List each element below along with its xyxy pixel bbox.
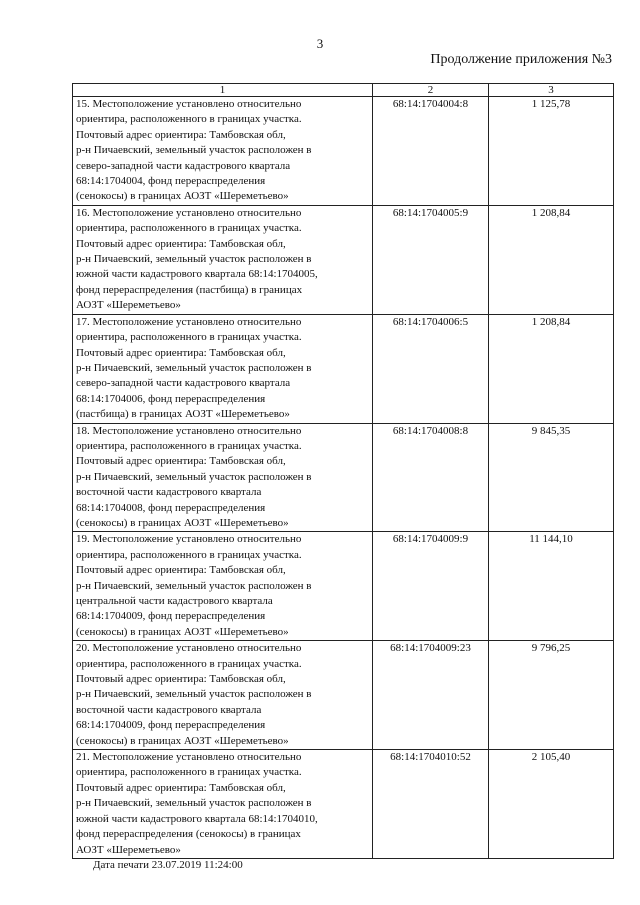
plot-area: 1 125,78 — [489, 97, 614, 206]
table-row — [73, 423, 614, 532]
plot-area: 2 105,40 — [489, 750, 614, 859]
table-row — [73, 750, 614, 859]
cadastral-number: 68:14:1704009:9 — [373, 532, 489, 641]
table-row — [73, 97, 614, 206]
table-row — [73, 641, 614, 750]
cadastral-number: 68:14:1704004:8 — [373, 97, 489, 206]
table-row — [73, 205, 614, 314]
plot-area: 11 144,10 — [489, 532, 614, 641]
cadastral-number: 68:14:1704005:9 — [373, 205, 489, 314]
plot-area: 1 208,84 — [489, 314, 614, 423]
cadastral-number: 68:14:1704010:52 — [373, 750, 489, 859]
page-number: 3 — [316, 36, 324, 51]
plot-area: 9 845,35 — [489, 423, 614, 532]
plot-area: 9 796,25 — [489, 641, 614, 750]
column-header-1: 1 — [73, 84, 373, 97]
plot-description: 21. Местоположение установлено относительно ориентира, расположенного в границах участка. Почтовый адрес ориентира: Тамбовская обл, р-н Пичаевский, земельный участок расположен в южной части кадастрового квартала 68:14:1704010, фонд перераспределения (сенокосы) в границах АОЗТ «Шереметьево» — [73, 750, 373, 859]
table-header-row — [73, 84, 614, 97]
plot-area: 1 208,84 — [489, 205, 614, 314]
land-plots-table — [72, 83, 614, 859]
cadastral-number: 68:14:1704009:23 — [373, 641, 489, 750]
print-date: Дата печати 23.07.2019 11:24:00 — [93, 859, 243, 871]
table-row — [73, 532, 614, 641]
cadastral-number: 68:14:1704006:5 — [373, 314, 489, 423]
plot-description: 18. Местоположение установлено относительно ориентира, расположенного в границах участка. Почтовый адрес ориентира: Тамбовская обл, р-н Пичаевский, земельный участок расположен в восточной части кадастрового квартала 68:14:1704008, фонд перераспределения (сенокосы) в границах АОЗТ «Шереметьево» — [73, 423, 373, 532]
column-header-2: 2 — [373, 84, 489, 97]
plot-description: 16. Местоположение установлено относительно ориентира, расположенного в границах участка. Почтовый адрес ориентира: Тамбовская обл, р-н Пичаевский, земельный участок расположен в южной части кадастрового квартала 68:14:1704005, фонд перераспределения (пастбища) в границах АОЗТ «Шереметьево» — [73, 205, 373, 314]
table-row — [73, 314, 614, 423]
plot-description: 15. Местоположение установлено относительно ориентира, расположенного в границах участка. Почтовый адрес ориентира: Тамбовская обл, р-н Пичаевский, земельный участок расположен в северо-западной части кадастрового квартала 68:14:1704004, фонд перераспределения (сенокосы) в границах АОЗТ «Шереметьево» — [73, 97, 373, 206]
plot-description: 17. Местоположение установлено относительно ориентира, расположенного в границах участка. Почтовый адрес ориентира: Тамбовская обл, р-н Пичаевский, земельный участок расположен в северо-западной части кадастрового квартала 68:14:1704006, фонд перераспределения (пастбища) в границах АОЗТ «Шереметьево» — [73, 314, 373, 423]
plot-description: 19. Местоположение установлено относительно ориентира, расположенного в границах участка. Почтовый адрес ориентира: Тамбовская обл, р-н Пичаевский, земельный участок расположен в центральной части кадастрового квартала 68:14:1704009, фонд перераспределения (сенокосы) в границах АОЗТ «Шереметьево» — [73, 532, 373, 641]
appendix-continuation-title: Продолжение приложения №3 — [430, 52, 612, 67]
cadastral-number: 68:14:1704008:8 — [373, 423, 489, 532]
column-header-3: 3 — [489, 84, 614, 97]
plot-description: 20. Местоположение установлено относительно ориентира, расположенного в границах участка. Почтовый адрес ориентира: Тамбовская обл, р-н Пичаевский, земельный участок расположен в восточной части кадастрового квартала 68:14:1704009, фонд перераспределения (сенокосы) в границах АОЗТ «Шереметьево» — [73, 641, 373, 750]
